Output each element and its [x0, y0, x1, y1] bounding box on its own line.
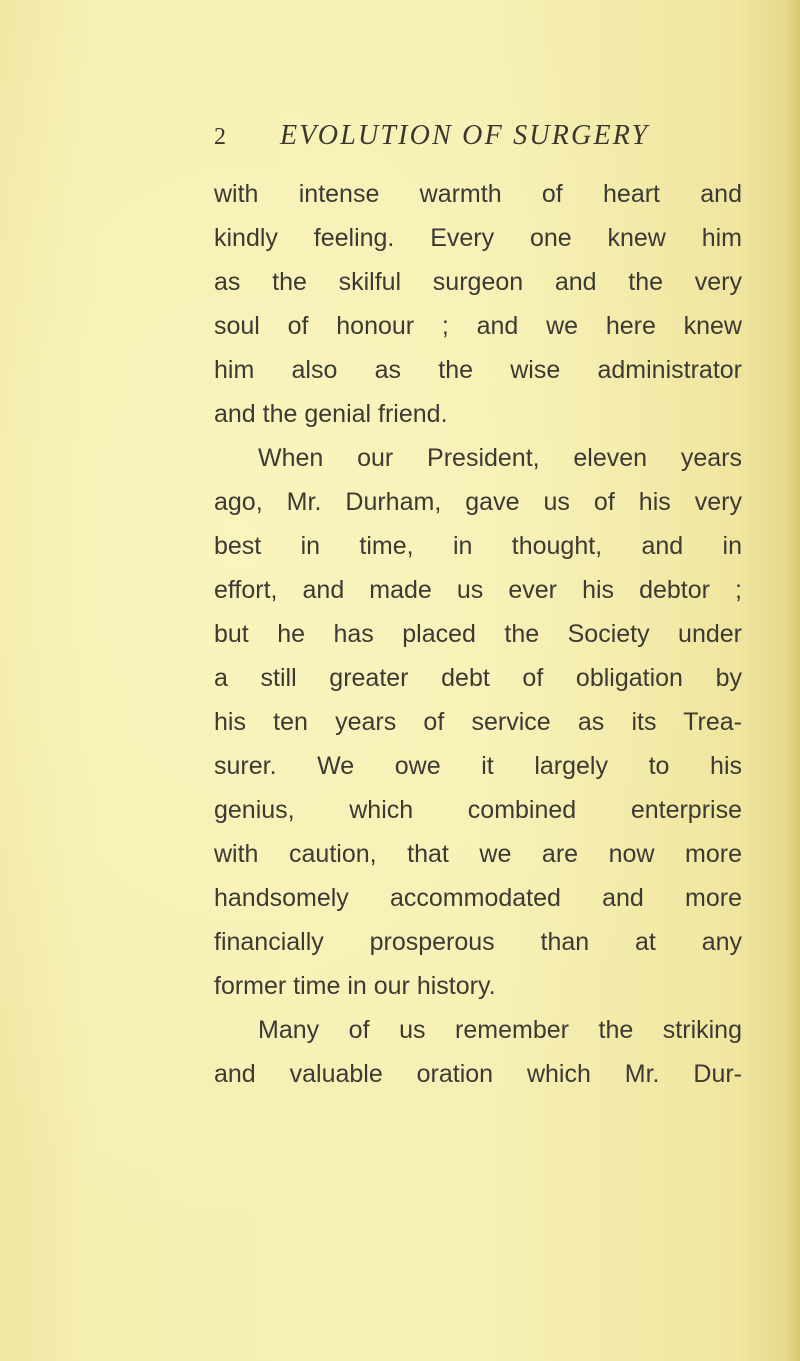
page-number: 2: [214, 124, 226, 150]
text-line: but he has placed the Society under: [214, 620, 742, 648]
text-line: handsomely accommodated and more: [214, 884, 742, 912]
text-line: him also as the wise administrator: [214, 356, 742, 384]
text-line: ago, Mr. Durham, gave us of his very: [214, 488, 742, 516]
text-line: former time in our history.: [214, 972, 496, 1000]
text-line: best in time, in thought, and in: [214, 532, 742, 560]
text-line: soul of honour ; and we here knew: [214, 312, 742, 340]
running-header: [214, 120, 734, 160]
text-line: Many of us remember the striking: [258, 1016, 742, 1044]
text-line: with caution, that we are now more: [214, 840, 742, 868]
text-line: effort, and made us ever his debtor ;: [214, 576, 742, 604]
text-line: and the genial friend.: [214, 400, 448, 428]
text-line: and valuable oration which Mr. Dur-: [214, 1060, 742, 1088]
running-title: EVOLUTION OF SURGERY: [280, 120, 650, 151]
text-line: kindly feeling. Every one knew him: [214, 224, 742, 252]
text-line: surer. We owe it largely to his: [214, 752, 742, 780]
text-line: his ten years of service as its Trea-: [214, 708, 742, 736]
text-line: as the skilful surgeon and the very: [214, 268, 742, 296]
text-line: financially prosperous than at any: [214, 928, 742, 956]
text-line: genius, which combined enterprise: [214, 796, 742, 824]
page-edge-shadow: [786, 0, 800, 1361]
text-line: with intense warmth of heart and: [214, 180, 742, 208]
body-text: [214, 172, 742, 1096]
text-line: a still greater debt of obligation by: [214, 664, 742, 692]
text-line: When our President, eleven years: [258, 444, 742, 472]
